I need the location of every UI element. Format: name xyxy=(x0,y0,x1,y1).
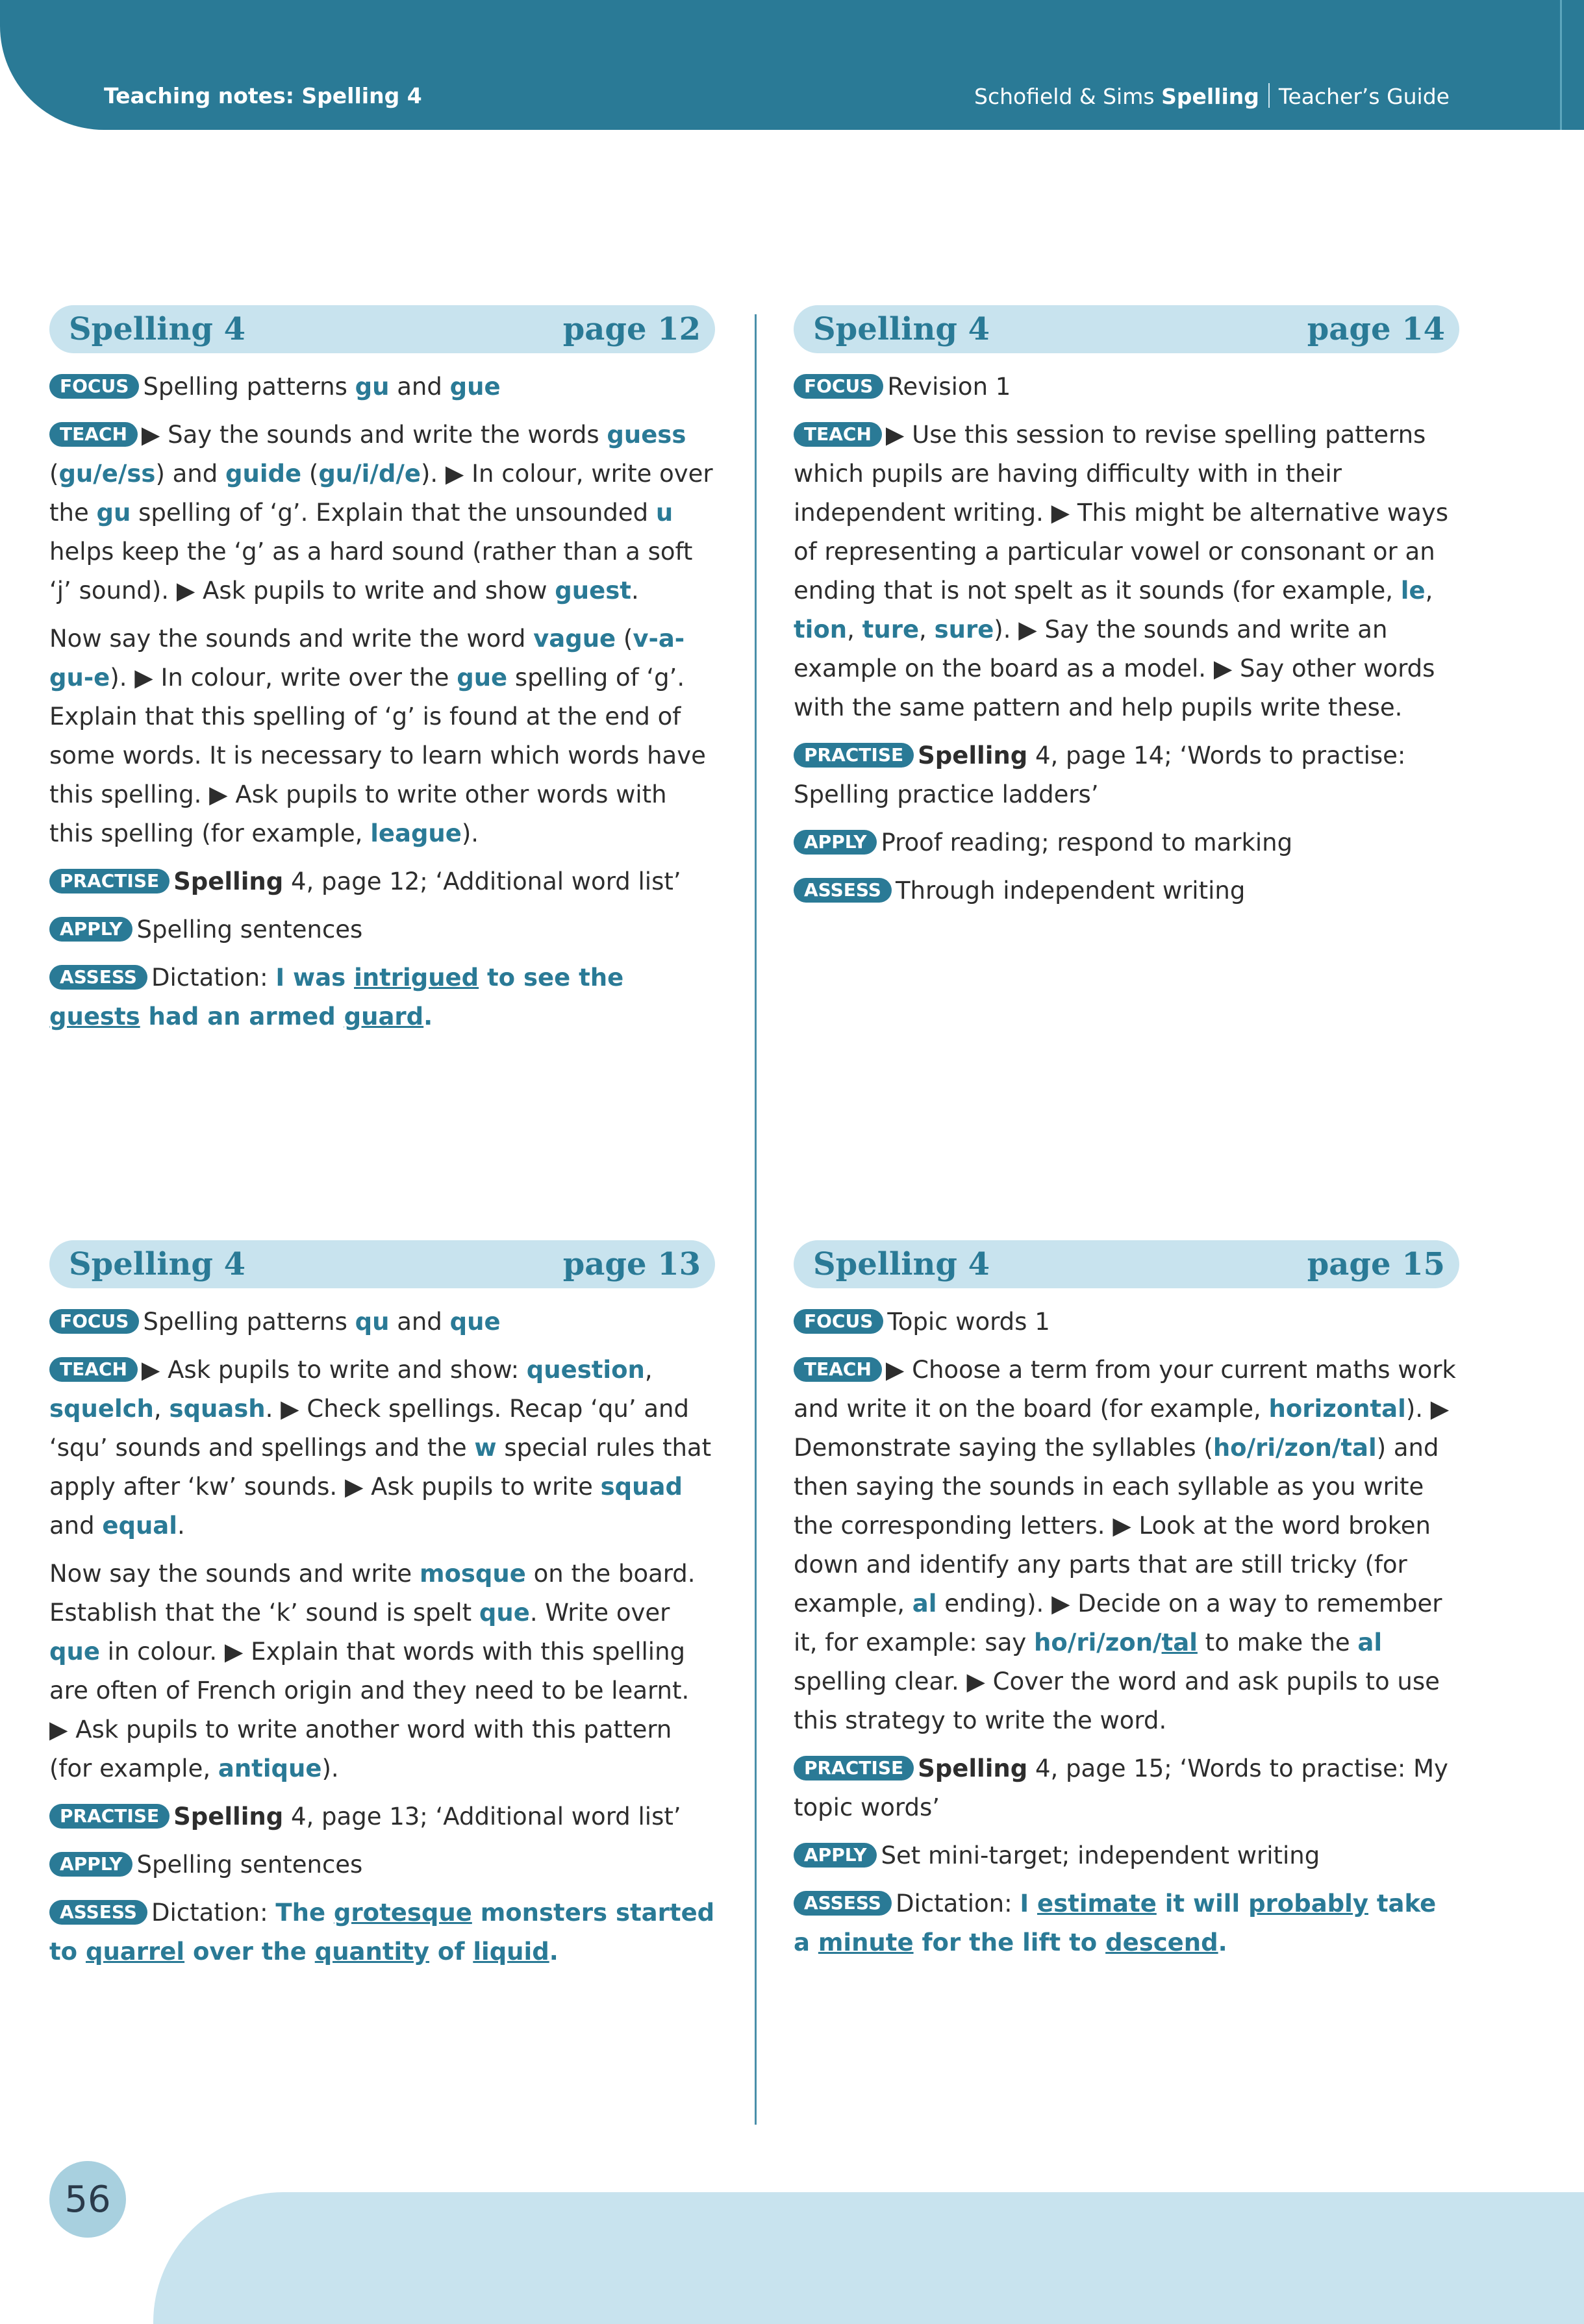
section-page-14 xyxy=(794,305,1459,910)
section-page-ref: page 12 xyxy=(562,311,701,347)
apply-badge: APPLY xyxy=(794,1843,877,1868)
apply-badge: APPLY xyxy=(794,830,877,855)
teach-paragraph-2: Now say the sounds and write the word vague (v-a-gu-e). ▶ In colour, write over the gue spelling of ‘g’. Explain that this spelling of ‘g’ is found at the end of some words. It is necessary to learn which words have this spelling. ▶ Ask pupils to write other words with this spelling (for example, league). xyxy=(49,625,706,847)
teach-paragraph: TEACH ▶ Choose a term from your current maths work and write it on the board (for example, horizontal). ▶ Demonstrate saying the syllables (ho/ri/zon/tal) and then saying the sounds in each syllable as you write the corresponding letters. ▶ Look at the word broken down and identify any parts that are still tricky (for example, al ending). ▶ Decide on a way to remember it, for example: say ho/ri/zon/tal to make the al spelling clear. ▶ Cover the word and ask pupils to use this strategy to write the word. xyxy=(794,1356,1456,1734)
assess-line: ASSESS Dictation: The grotesque monsters started to quarrel over the quantity of liquid. xyxy=(49,1899,715,1966)
apply-line: APPLY Proof reading; respond to marking xyxy=(794,823,1459,862)
header-section-title: Teaching notes: Spelling 4 xyxy=(104,83,422,108)
page-number: 56 xyxy=(49,2161,126,2238)
section-page-15 xyxy=(794,1240,1459,1962)
apply-line: APPLY Spelling sentences xyxy=(49,1845,715,1884)
practise-badge: PRACTISE xyxy=(49,1804,170,1829)
assess-badge: ASSESS xyxy=(794,1891,892,1916)
assess-badge: ASSESS xyxy=(49,1900,147,1925)
section-heading xyxy=(49,1240,715,1288)
assess-badge: ASSESS xyxy=(49,965,147,990)
practise-badge: PRACTISE xyxy=(794,1756,914,1780)
teach-paragraph: TEACH ▶ Ask pupils to write and show: question, squelch, squash. ▶ Check spellings. Recap ‘qu’ and ‘squ’ sounds and spellings and the w special rules that apply after ‘kw’ sounds. ▶ Ask pupils to write squad and equal. xyxy=(49,1356,712,1540)
section-title: Spelling 4 xyxy=(69,311,246,347)
column-divider xyxy=(755,314,757,2125)
header-book-title: Schofield & Sims Spelling Teacher’s Guide xyxy=(974,84,1450,109)
assess-line: ASSESS Dictation: I estimate it will probably take a minute for the lift to descend. xyxy=(794,1890,1437,1956)
section-page-12 xyxy=(49,305,715,1036)
section-heading xyxy=(794,1240,1459,1288)
teach-paragraph-2: Now say the sounds and write mosque on the board. Establish that the ‘k’ sound is spelt que. Write over que in colour. ▶ Explain that words with this spelling are often of French origin and they need to be learnt. ▶ Ask pupils to write another word with this pattern (for example, antique). xyxy=(49,1560,696,1782)
focus-badge: FOCUS xyxy=(49,374,139,399)
section-body xyxy=(794,368,1459,910)
practise-badge: PRACTISE xyxy=(49,869,170,893)
assess-badge: ASSESS xyxy=(794,878,892,903)
teach-badge: TEACH xyxy=(49,422,138,447)
focus-line: FOCUS Revision 1 xyxy=(794,368,1459,406)
assess-line: ASSESS Dictation: I was intrigued to see the guests had an armed guard. xyxy=(49,964,624,1031)
section-page-13 xyxy=(49,1240,715,1971)
teach-badge: TEACH xyxy=(794,422,882,447)
teach-paragraph: TEACH ▶ Use this session to revise spelling patterns which pupils are having difficulty with in their independent writing. ▶ This might be alternative ways of representing a particular vowel or consonant or an ending that is not spelt as it sounds (for example, le, tion, ture, sure). ▶ Say the sounds and write an example on the board as a model. ▶ Say other words with the same pattern and help pupils write these. xyxy=(794,421,1448,721)
focus-badge: FOCUS xyxy=(794,1309,883,1334)
header-bar xyxy=(0,0,1584,130)
section-page-ref: page 15 xyxy=(1307,1246,1445,1282)
practise-badge: PRACTISE xyxy=(794,743,914,768)
practise-line: PRACTISE Spelling 4, page 13; ‘Additional word list’ xyxy=(49,1797,715,1836)
focus-badge: FOCUS xyxy=(49,1309,139,1334)
section-title: Spelling 4 xyxy=(69,1246,246,1282)
section-body xyxy=(49,1303,715,1971)
practise-line: PRACTISE Spelling 4, page 15; ‘Words to practise: My topic words’ xyxy=(794,1755,1448,1821)
header-edge-line xyxy=(1560,0,1584,130)
teach-badge: TEACH xyxy=(49,1357,138,1382)
footer-band xyxy=(153,2192,1584,2324)
teach-paragraph: TEACH ▶ Say the sounds and write the words guess (gu/e/ss) and guide (gu/i/d/e). ▶ In colour, write over the gu spelling of ‘g’. Explain that the unsounded u helps keep the ‘g’ as a hard sound (rather than a soft ‘j’ sound). ▶ Ask pupils to write and show guest. xyxy=(49,421,713,605)
section-heading xyxy=(49,305,715,353)
apply-badge: APPLY xyxy=(49,1852,132,1877)
apply-line: APPLY Spelling sentences xyxy=(49,910,715,949)
practise-line: PRACTISE Spelling 4, page 14; ‘Words to practise: Spelling practice ladders’ xyxy=(794,742,1406,808)
practise-line: PRACTISE Spelling 4, page 12; ‘Additional word list’ xyxy=(49,862,715,901)
focus-line: FOCUS Spelling patterns qu and que xyxy=(49,1303,715,1342)
section-body xyxy=(49,368,715,1036)
section-heading xyxy=(794,305,1459,353)
focus-line: FOCUS Spelling patterns gu and gue xyxy=(49,368,715,406)
header-separator xyxy=(1268,83,1270,108)
focus-badge: FOCUS xyxy=(794,374,883,399)
assess-line: ASSESS Through independent writing xyxy=(794,871,1459,910)
teach-badge: TEACH xyxy=(794,1357,882,1382)
apply-badge: APPLY xyxy=(49,917,132,942)
section-page-ref: page 14 xyxy=(1307,311,1445,347)
section-title: Spelling 4 xyxy=(813,1246,990,1282)
focus-line: FOCUS Topic words 1 xyxy=(794,1303,1459,1342)
apply-line: APPLY Set mini-target; independent writing xyxy=(794,1836,1459,1875)
section-body xyxy=(794,1303,1459,1962)
section-page-ref: page 13 xyxy=(562,1246,701,1282)
section-title: Spelling 4 xyxy=(813,311,990,347)
